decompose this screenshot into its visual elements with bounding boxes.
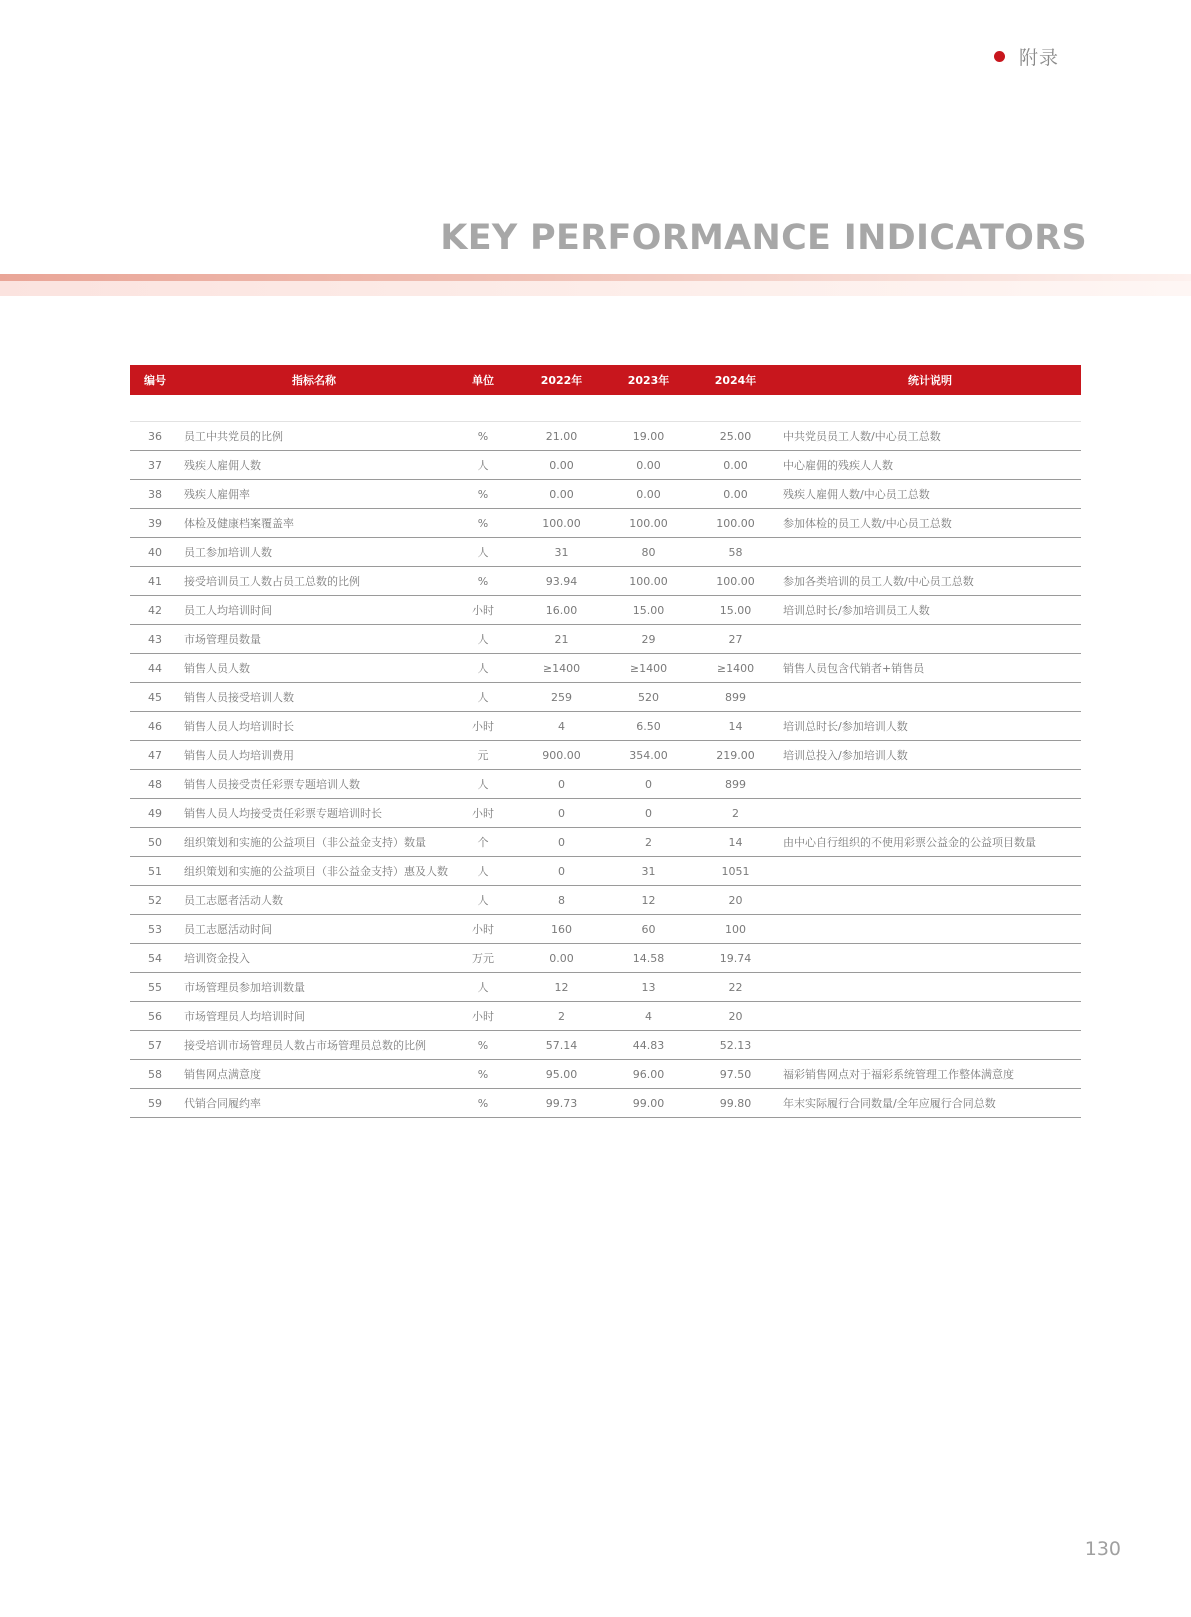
unit-cell: % [448, 1089, 518, 1118]
value-2022-cell: 95.00 [518, 1060, 605, 1089]
unit-cell: 小时 [448, 915, 518, 944]
unit-cell: % [448, 480, 518, 509]
unit-cell: 人 [448, 625, 518, 654]
row-number-cell: 44 [130, 654, 180, 683]
unit-cell: % [448, 509, 518, 538]
value-2022-cell: 12 [518, 973, 605, 1002]
note-cell [779, 886, 1081, 915]
table-row [130, 654, 1081, 683]
note-cell: 培训总时长/参加培训员工人数 [779, 596, 1081, 625]
value-2023-cell: 13 [605, 973, 692, 1002]
row-number-cell: 55 [130, 973, 180, 1002]
note-cell [779, 538, 1081, 567]
table-row [130, 567, 1081, 596]
indicator-name-cell: 销售人员人均培训时长 [180, 712, 448, 741]
unit-cell: 个 [448, 828, 518, 857]
indicator-name-cell: 组织策划和实施的公益项目（非公益金支持）惠及人数 [180, 857, 448, 886]
note-cell: 中共党员员工人数/中心员工总数 [779, 422, 1081, 451]
value-2022-cell: 21.00 [518, 422, 605, 451]
value-2024-cell: 0.00 [692, 480, 779, 509]
note-cell [779, 625, 1081, 654]
unit-cell: 元 [448, 741, 518, 770]
note-cell: 年末实际履行合同数量/全年应履行合同总数 [779, 1089, 1081, 1118]
value-2022-cell: 0 [518, 828, 605, 857]
table-row [130, 944, 1081, 973]
table-row [130, 770, 1081, 799]
indicator-name-cell: 员工志愿者活动人数 [180, 886, 448, 915]
table-row [130, 538, 1081, 567]
value-2022-cell: 99.73 [518, 1089, 605, 1118]
note-cell: 由中心自行组织的不使用彩票公益金的公益项目数量 [779, 828, 1081, 857]
section-label: 附录 [1019, 46, 1060, 69]
value-2024-cell: 20 [692, 886, 779, 915]
column-header-no: 编号 [130, 365, 180, 395]
value-2022-cell: 31 [518, 538, 605, 567]
value-2023-cell: 60 [605, 915, 692, 944]
value-2023-cell: 19.00 [605, 422, 692, 451]
table-row [130, 683, 1081, 712]
indicator-name-cell: 接受培训市场管理员人数占市场管理员总数的比例 [180, 1031, 448, 1060]
value-2024-cell: 219.00 [692, 741, 779, 770]
row-number-cell: 52 [130, 886, 180, 915]
value-2024-cell: 100.00 [692, 567, 779, 596]
table-row [130, 1002, 1081, 1031]
row-number-cell: 57 [130, 1031, 180, 1060]
table-row [130, 886, 1081, 915]
kpi-table [130, 365, 1081, 1118]
value-2023-cell: 0.00 [605, 480, 692, 509]
unit-cell: 小时 [448, 799, 518, 828]
indicator-name-cell: 销售网点满意度 [180, 1060, 448, 1089]
row-number-cell: 36 [130, 422, 180, 451]
row-number-cell: 56 [130, 1002, 180, 1031]
row-number-cell: 51 [130, 857, 180, 886]
note-cell: 培训总时长/参加培训人数 [779, 712, 1081, 741]
value-2023-cell: 0 [605, 799, 692, 828]
value-2023-cell: 6.50 [605, 712, 692, 741]
value-2023-cell: 100.00 [605, 567, 692, 596]
indicator-name-cell: 残疾人雇佣人数 [180, 451, 448, 480]
value-2024-cell: 15.00 [692, 596, 779, 625]
value-2022-cell: 93.94 [518, 567, 605, 596]
row-number-cell: 58 [130, 1060, 180, 1089]
table-row [130, 1031, 1081, 1060]
column-header-2024: 2024年 [692, 365, 779, 395]
unit-cell: 人 [448, 770, 518, 799]
value-2023-cell: 14.58 [605, 944, 692, 973]
value-2022-cell: 4 [518, 712, 605, 741]
indicator-name-cell: 市场管理员参加培训数量 [180, 973, 448, 1002]
value-2022-cell: 0.00 [518, 451, 605, 480]
table-row [130, 857, 1081, 886]
table-row [130, 422, 1081, 451]
row-number-cell: 40 [130, 538, 180, 567]
value-2022-cell: 0 [518, 857, 605, 886]
indicator-name-cell: 销售人员接受责任彩票专题培训人数 [180, 770, 448, 799]
value-2022-cell: 57.14 [518, 1031, 605, 1060]
indicator-name-cell: 员工志愿活动时间 [180, 915, 448, 944]
value-2024-cell: 14 [692, 712, 779, 741]
note-cell [779, 857, 1081, 886]
value-2024-cell: 22 [692, 973, 779, 1002]
table-row [130, 973, 1081, 1002]
value-2023-cell: 0.00 [605, 451, 692, 480]
table-row [130, 1060, 1081, 1089]
value-2023-cell: 0 [605, 770, 692, 799]
note-cell [779, 683, 1081, 712]
note-cell [779, 799, 1081, 828]
row-number-cell: 48 [130, 770, 180, 799]
value-2023-cell: 31 [605, 857, 692, 886]
section-tag [994, 43, 1059, 69]
value-2023-cell: 96.00 [605, 1060, 692, 1089]
value-2024-cell: 2 [692, 799, 779, 828]
table-row [130, 451, 1081, 480]
value-2023-cell: 12 [605, 886, 692, 915]
value-2024-cell: 97.50 [692, 1060, 779, 1089]
row-number-cell: 47 [130, 741, 180, 770]
indicator-name-cell: 销售人员人均接受责任彩票专题培训时长 [180, 799, 448, 828]
value-2024-cell: 25.00 [692, 422, 779, 451]
value-2022-cell: 8 [518, 886, 605, 915]
indicator-name-cell: 员工人均培训时间 [180, 596, 448, 625]
value-2022-cell: 2 [518, 1002, 605, 1031]
indicator-name-cell: 员工参加培训人数 [180, 538, 448, 567]
indicator-name-cell: 体检及健康档案覆盖率 [180, 509, 448, 538]
value-2024-cell: 100 [692, 915, 779, 944]
indicator-name-cell: 代销合同履约率 [180, 1089, 448, 1118]
indicator-name-cell: 销售人员人均培训费用 [180, 741, 448, 770]
table-row [130, 480, 1081, 509]
value-2024-cell: 19.74 [692, 944, 779, 973]
indicator-name-cell: 培训资金投入 [180, 944, 448, 973]
unit-cell: 人 [448, 886, 518, 915]
value-2024-cell: 0.00 [692, 451, 779, 480]
row-number-cell: 37 [130, 451, 180, 480]
row-number-cell: 45 [130, 683, 180, 712]
value-2024-cell: 58 [692, 538, 779, 567]
note-cell: 福彩销售网点对于福彩系统管理工作整体满意度 [779, 1060, 1081, 1089]
value-2022-cell: 16.00 [518, 596, 605, 625]
note-cell: 残疾人雇佣人数/中心员工总数 [779, 480, 1081, 509]
unit-cell: 小时 [448, 596, 518, 625]
note-cell: 中心雇佣的残疾人人数 [779, 451, 1081, 480]
row-number-cell: 59 [130, 1089, 180, 1118]
value-2024-cell: ≥1400 [692, 654, 779, 683]
note-cell: 参加各类培训的员工人数/中心员工总数 [779, 567, 1081, 596]
value-2024-cell: 14 [692, 828, 779, 857]
table-header-row [130, 365, 1081, 395]
indicator-name-cell: 员工中共党员的比例 [180, 422, 448, 451]
value-2023-cell: 99.00 [605, 1089, 692, 1118]
note-cell [779, 1002, 1081, 1031]
value-2023-cell: 2 [605, 828, 692, 857]
row-number-cell: 43 [130, 625, 180, 654]
value-2024-cell: 52.13 [692, 1031, 779, 1060]
table-row [130, 712, 1081, 741]
value-2022-cell: 900.00 [518, 741, 605, 770]
table-spacer-row [130, 395, 1081, 422]
unit-cell: 人 [448, 973, 518, 1002]
indicator-name-cell: 组织策划和实施的公益项目（非公益金支持）数量 [180, 828, 448, 857]
value-2022-cell: 21 [518, 625, 605, 654]
value-2022-cell: 0 [518, 770, 605, 799]
page-title: KEY PERFORMANCE INDICATORS [440, 218, 1087, 258]
value-2022-cell: 0 [518, 799, 605, 828]
unit-cell: % [448, 422, 518, 451]
row-number-cell: 38 [130, 480, 180, 509]
value-2024-cell: 899 [692, 770, 779, 799]
table-row [130, 625, 1081, 654]
note-cell [779, 915, 1081, 944]
table-row [130, 596, 1081, 625]
row-number-cell: 53 [130, 915, 180, 944]
column-header-name: 指标名称 [180, 365, 448, 395]
unit-cell: 小时 [448, 1002, 518, 1031]
note-cell: 参加体检的员工人数/中心员工总数 [779, 509, 1081, 538]
value-2024-cell: 1051 [692, 857, 779, 886]
table-row [130, 915, 1081, 944]
value-2022-cell: 100.00 [518, 509, 605, 538]
bullet-dot-icon [994, 51, 1005, 62]
note-cell [779, 770, 1081, 799]
note-cell: 销售人员包含代销者+销售员 [779, 654, 1081, 683]
note-cell [779, 1031, 1081, 1060]
table-row [130, 828, 1081, 857]
value-2023-cell: 520 [605, 683, 692, 712]
indicator-name-cell: 接受培训员工人数占员工总数的比例 [180, 567, 448, 596]
note-cell [779, 973, 1081, 1002]
value-2023-cell: 354.00 [605, 741, 692, 770]
table-body [130, 395, 1081, 1118]
value-2024-cell: 27 [692, 625, 779, 654]
value-2022-cell: ≥1400 [518, 654, 605, 683]
unit-cell: 小时 [448, 712, 518, 741]
value-2022-cell: 0.00 [518, 480, 605, 509]
indicator-name-cell: 残疾人雇佣率 [180, 480, 448, 509]
value-2023-cell: 4 [605, 1002, 692, 1031]
value-2023-cell: 29 [605, 625, 692, 654]
column-header-note: 统计说明 [779, 365, 1081, 395]
value-2022-cell: 259 [518, 683, 605, 712]
page-number: 130 [1084, 1538, 1121, 1560]
value-2024-cell: 899 [692, 683, 779, 712]
indicator-name-cell: 销售人员接受培训人数 [180, 683, 448, 712]
row-number-cell: 41 [130, 567, 180, 596]
indicator-name-cell: 市场管理员数量 [180, 625, 448, 654]
table-row [130, 1089, 1081, 1118]
row-number-cell: 50 [130, 828, 180, 857]
value-2023-cell: 44.83 [605, 1031, 692, 1060]
table-row [130, 509, 1081, 538]
title-band-line-decoration [0, 274, 1191, 281]
row-number-cell: 39 [130, 509, 180, 538]
value-2023-cell: 80 [605, 538, 692, 567]
column-header-2023: 2023年 [605, 365, 692, 395]
column-header-unit: 单位 [448, 365, 518, 395]
spacer-cell [130, 395, 1081, 422]
unit-cell: 人 [448, 857, 518, 886]
value-2024-cell: 20 [692, 1002, 779, 1031]
table-row [130, 799, 1081, 828]
value-2023-cell: 100.00 [605, 509, 692, 538]
row-number-cell: 46 [130, 712, 180, 741]
note-cell [779, 944, 1081, 973]
unit-cell: 万元 [448, 944, 518, 973]
unit-cell: 人 [448, 683, 518, 712]
unit-cell: % [448, 1060, 518, 1089]
row-number-cell: 54 [130, 944, 180, 973]
row-number-cell: 49 [130, 799, 180, 828]
indicator-name-cell: 销售人员人数 [180, 654, 448, 683]
unit-cell: 人 [448, 538, 518, 567]
column-header-2022: 2022年 [518, 365, 605, 395]
unit-cell: 人 [448, 451, 518, 480]
value-2023-cell: ≥1400 [605, 654, 692, 683]
row-number-cell: 42 [130, 596, 180, 625]
indicator-name-cell: 市场管理员人均培训时间 [180, 1002, 448, 1031]
value-2024-cell: 100.00 [692, 509, 779, 538]
value-2023-cell: 15.00 [605, 596, 692, 625]
note-cell: 培训总投入/参加培训人数 [779, 741, 1081, 770]
value-2024-cell: 99.80 [692, 1089, 779, 1118]
value-2022-cell: 160 [518, 915, 605, 944]
table-row [130, 741, 1081, 770]
value-2022-cell: 0.00 [518, 944, 605, 973]
unit-cell: 人 [448, 654, 518, 683]
unit-cell: % [448, 567, 518, 596]
unit-cell: % [448, 1031, 518, 1060]
